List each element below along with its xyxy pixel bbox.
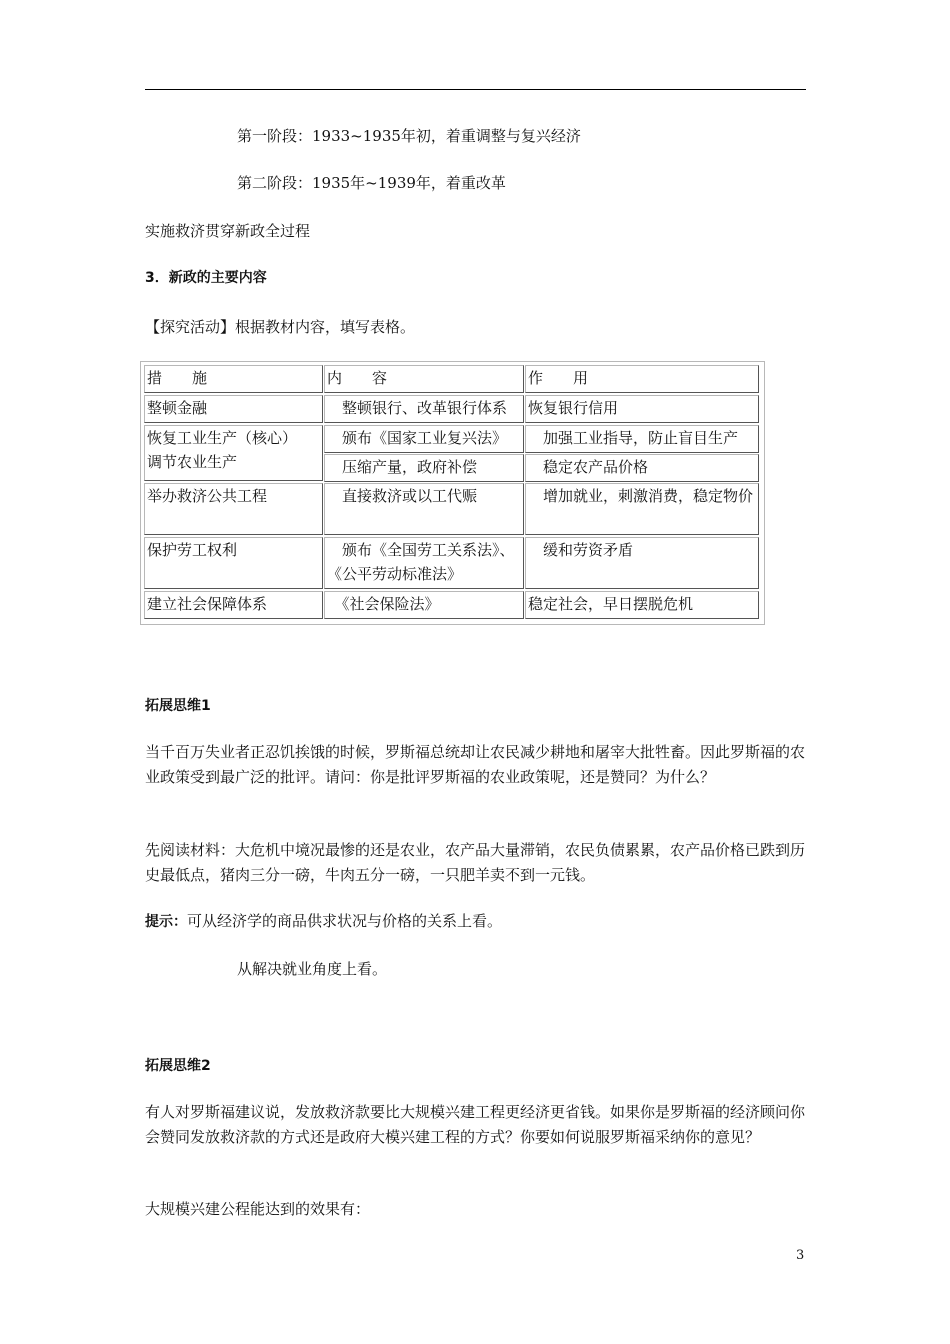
table-cell-effect-2a: 加强工业指导，防止盲目生产 <box>525 425 759 453</box>
table-cell-content-2b: 压缩产量，政府补偿 <box>324 454 524 482</box>
ext1-hint2: 从解决就业角度上看。 <box>237 960 388 978</box>
activity-line: 【探究活动】根据教材内容，填写表格。 <box>145 318 416 336</box>
ext1-material: 先阅读材料：大危机中境况最惨的还是农业，农产品大量滞销，农民负债累累，农产品价格已跌到历史最低点，猪肉三分一磅，牛肉五分一磅，一只肥羊卖不到一元钱。 <box>145 841 806 884</box>
page-number: 3 <box>796 1248 805 1263</box>
table-cell-measure-5: 建立社会保障体系 <box>144 591 323 619</box>
table-header-measure: 措 施 <box>144 365 323 393</box>
table-cell-measure-2 <box>144 425 323 481</box>
ext1-hint <box>145 910 502 933</box>
section3-title: 3．新政的主要内容 <box>145 270 267 286</box>
measures-table <box>140 361 765 625</box>
table-cell-effect-4: 缓和劳资矛盾 <box>525 537 759 589</box>
header-rule <box>145 89 806 90</box>
stage-second: 第二阶段：1935年~1939年，着重改革 <box>237 174 506 192</box>
table-cell-effect-1: 恢复银行信用 <box>525 395 759 423</box>
table-cell-content-2a: 颁布《国家工业复兴法》 <box>324 425 524 453</box>
table-cell-effect-2b: 稳定农产品价格 <box>525 454 759 482</box>
table-cell-effect-3: 增加就业，刺激消费，稳定物价 <box>525 483 759 535</box>
stage-first: 第一阶段：1933~1935年初，着重调整与复兴经济 <box>237 127 581 145</box>
table-cell-content-4: 颁布《全国劳工关系法》、《公平劳动标准法》 <box>324 537 524 589</box>
hint-label: 提示： <box>145 914 187 930</box>
ext2-title: 拓展思维2 <box>145 1058 211 1074</box>
table-cell-content-5: 《社会保险法》 <box>324 591 524 619</box>
relief-line: 实施救济贯穿新政全过程 <box>145 222 311 240</box>
measure-2a: 恢复工业生产（核心） <box>147 429 298 447</box>
ext2-question: 有人对罗斯福建议说，发放救济款要比大规模兴建工程更经济更省钱。如果你是罗斯福的经济顾问你会赞同发放救济款的方式还是政府大模兴建工程的方式？你要如何说服罗斯福采纳你的意见？ <box>145 1103 806 1146</box>
table-cell-content-1: 整顿银行、改革银行体系 <box>324 395 524 423</box>
table-header-effect: 作 用 <box>525 365 759 393</box>
measure-2b: 调节农业生产 <box>147 453 238 471</box>
table-cell-content-3: 直接救济或以工代赈 <box>324 483 524 535</box>
table-cell-measure-4: 保护劳工权利 <box>144 537 323 589</box>
table-cell-measure-3: 举办救济公共工程 <box>144 483 323 535</box>
table-header-content: 内 容 <box>324 365 524 393</box>
ext2-effects: 大规模兴建公程能达到的效果有： <box>145 1200 371 1218</box>
ext1-title: 拓展思维1 <box>145 698 211 714</box>
table-cell-measure-1: 整顿金融 <box>144 395 323 423</box>
ext1-question: 当千百万失业者正忍饥挨饿的时候，罗斯福总统却让农民减少耕地和屠宰大批牲畜。因此罗斯福的农业政策受到最广泛的批评。请问：你是批评罗斯福的农业政策呢，还是赞同？为什么？ <box>145 743 806 786</box>
hint-text: 可从经济学的商品供求状况与价格的关系上看。 <box>187 912 503 930</box>
table-cell-effect-5: 稳定社会，早日摆脱危机 <box>525 591 759 619</box>
